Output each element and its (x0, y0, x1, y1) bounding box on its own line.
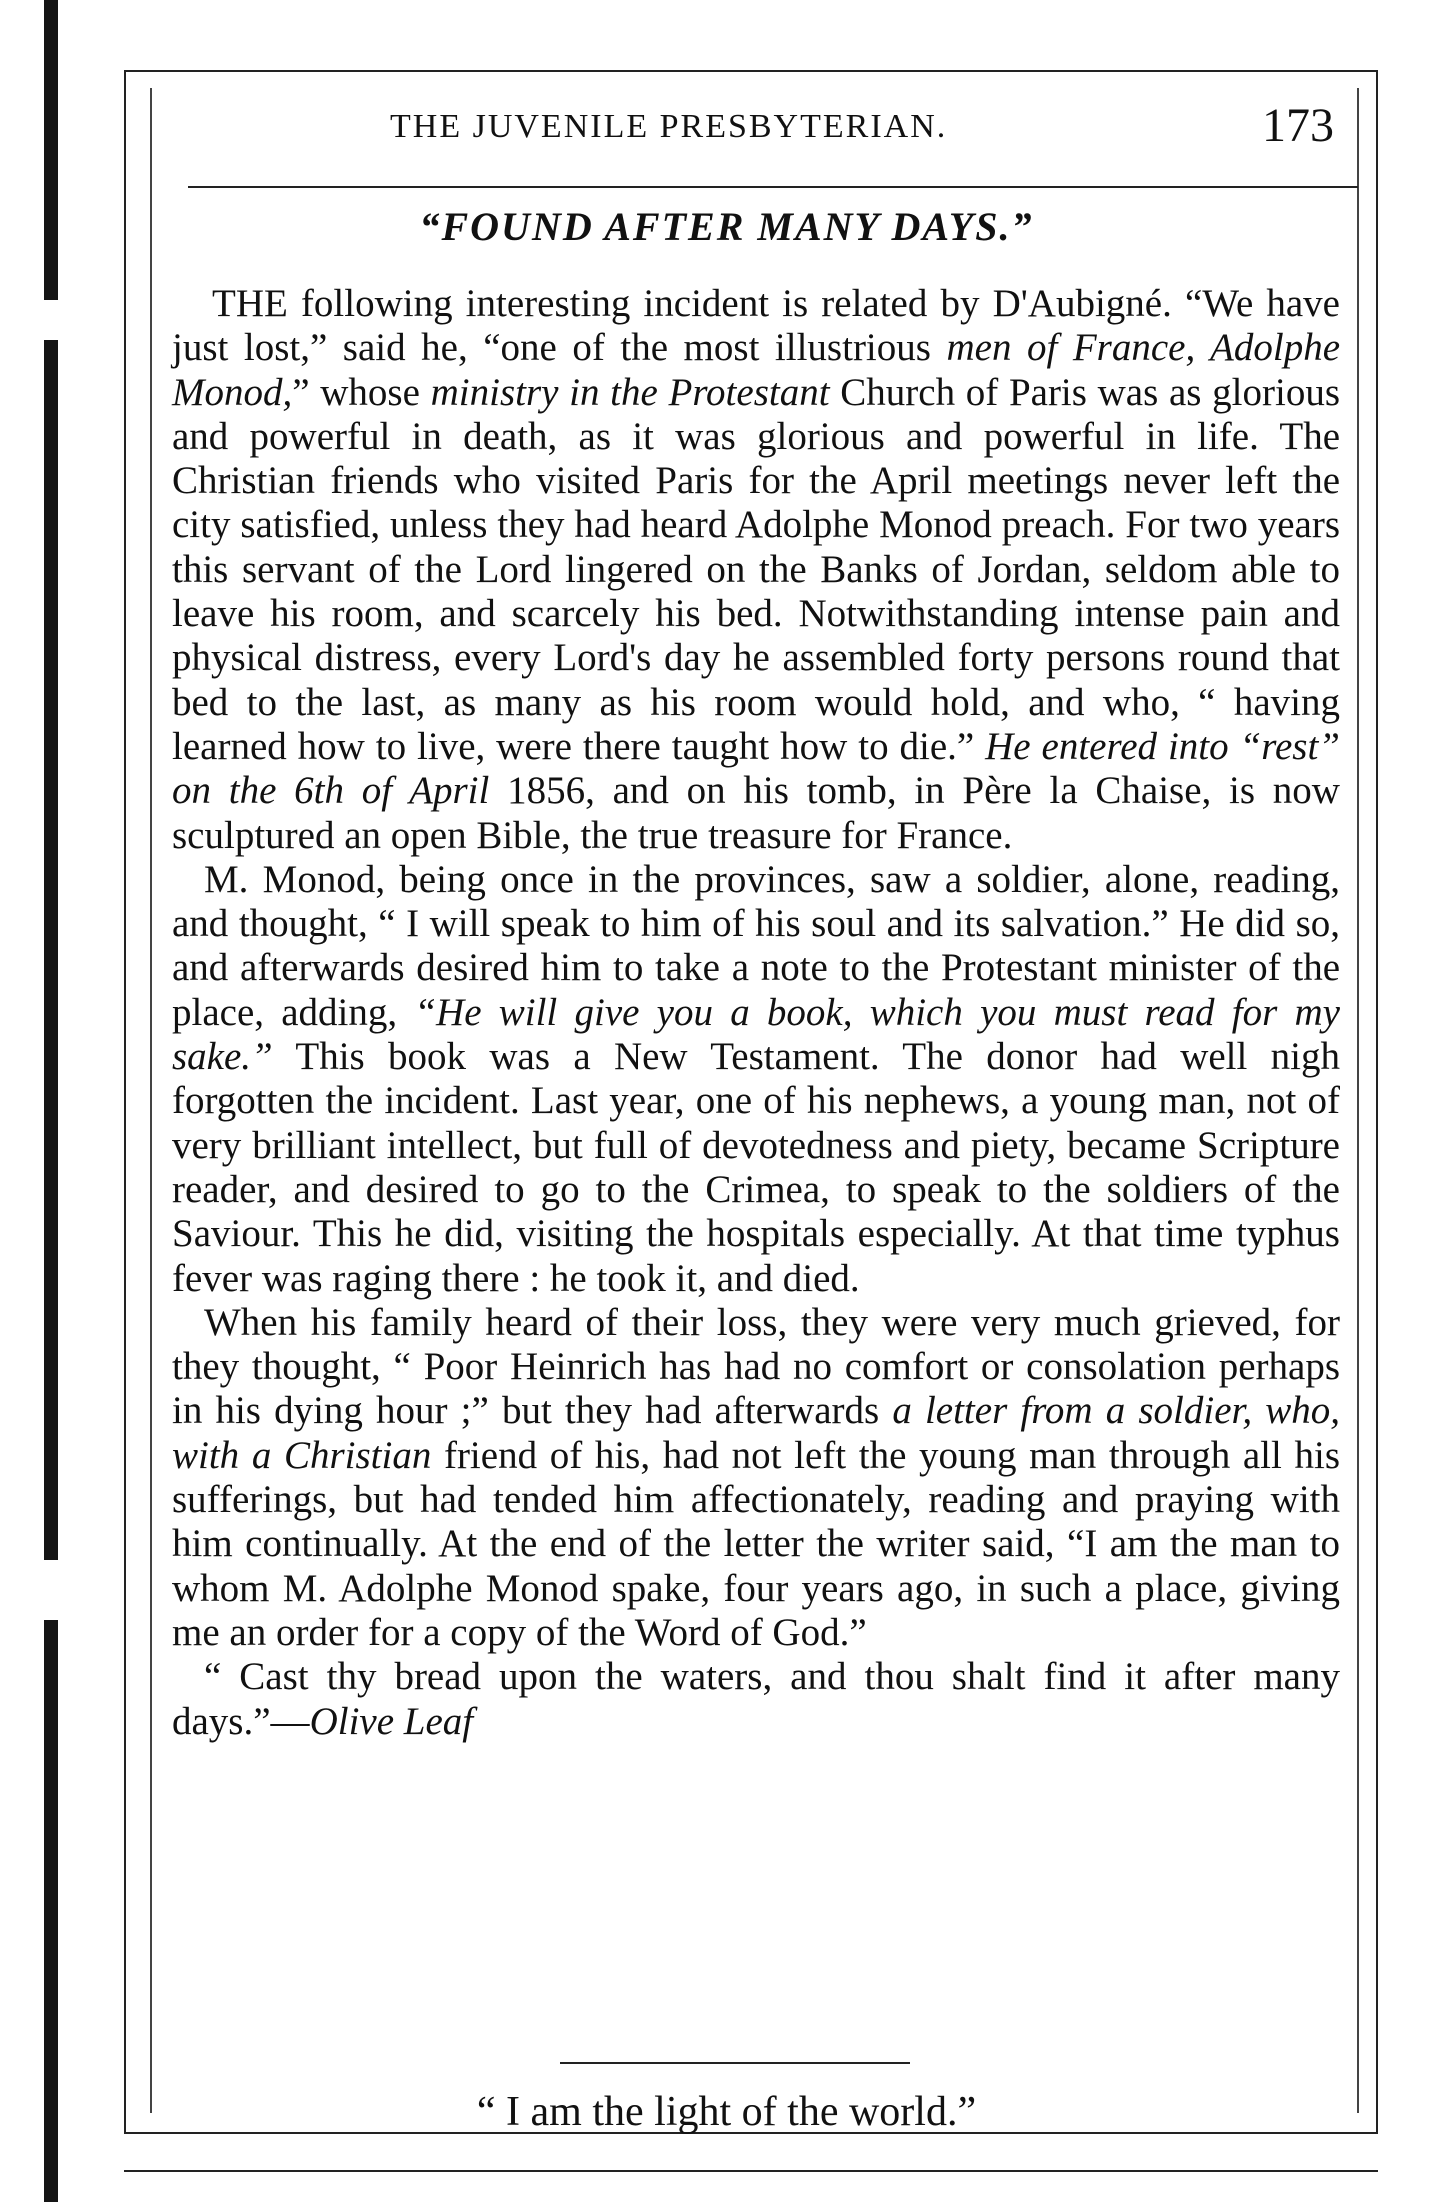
text-run: This book was a New Testament. The donor had well nigh forgotten the incident. Last year, one of his nephews, a young man, not of very brilliant intellect, but full of devotedness and piety, became Scripture reader, and desired to go to the Crimea, to speak to the soldiers of the Saviour. This he did, visiting the hospitals especially. At that time typhus fever was raging there : he took it, and died. (172, 1035, 1340, 1300)
paragraph-2 (172, 858, 1340, 1301)
text-run: 1856, and on his tomb, in Père la Chaise, is now sculptured an open Bible, the true treasure for France. (172, 769, 1340, 857)
bottom-rule (124, 2170, 1378, 2172)
text-run: ” whose (292, 370, 431, 414)
article-body (172, 282, 1340, 1744)
italic-run: ministry in the Protestant (430, 370, 830, 414)
italic-run: “He will give you a book, which you must read for my sake.” (172, 990, 1340, 1079)
header-rule (188, 186, 1358, 188)
italic-run: a letter from a soldier, who, with a Christian (172, 1389, 1340, 1477)
italic-run: men of France, Adolphe Monod, (172, 326, 1340, 414)
binding-gap (40, 1560, 62, 1620)
text-run: M. Monod, being once in the provinces, saw a soldier, alone, reading, and thought, “ I will speak to him of his soul and its salvation.” He did so, and afterwards desired him to take a note to the Protestant minister of the place, adding, (172, 857, 1340, 1034)
citation: Olive Leaf (309, 1699, 474, 1743)
binding-gap (40, 300, 62, 340)
page-number: 173 (1262, 99, 1334, 152)
running-head: THE JUVENILE PRESBYTERIAN. (390, 108, 948, 145)
text-run: THE following interesting incident is related by D'Aubigné. “We have just lost,” said he, “one of the most illustrious (172, 282, 1340, 370)
paragraph-4 (172, 1655, 1340, 1744)
text-run: “ Cast thy bread upon the waters, and thou shalt find it after many days.”— (172, 1655, 1340, 1743)
paragraph-3 (172, 1301, 1340, 1655)
text-run: When his family heard of their loss, they were very much grieved, for they thought, “ Poor Heinrich has had no comfort or consolation perhaps in his dying hour ;” but they had afterwards (172, 1300, 1340, 1433)
text-run: Church of Paris was as glorious and powerful in death, as it was glorious and powerful in life. The Christian friends who visited Paris for the April meetings never left the city satisfied, unless they had heard Adolphe Monod preach. For two years this servant of the Lord lingered on the Banks of Jordan, seldom able to leave his room, and scarcely his bed. Notwithstanding intense pain and physical distress, every Lord's day he assembled forty persons round that bed to the last, as many as his room would hold, and who, “ having learned how to live, were there taught how to die.” (172, 370, 1340, 768)
article-title: “FOUND AFTER MANY DAYS.” (419, 204, 1034, 249)
text-run: friend of his, had not left the young man through all his sufferings, but had tended him affectionately, reading and praying with him continually. At the end of the letter the writer said, “I am the man to whom M. Adolphe Monod spake, four years ago, in such a place, giving me an order for a copy of the Word of God.” (172, 1433, 1340, 1654)
footer-rule (560, 2062, 910, 2064)
italic-run: He entered into “rest” on the 6th of April (172, 724, 1340, 813)
paragraph-1 (172, 282, 1340, 858)
footer-motto: “ I am the light of the world.” (476, 2089, 977, 2135)
